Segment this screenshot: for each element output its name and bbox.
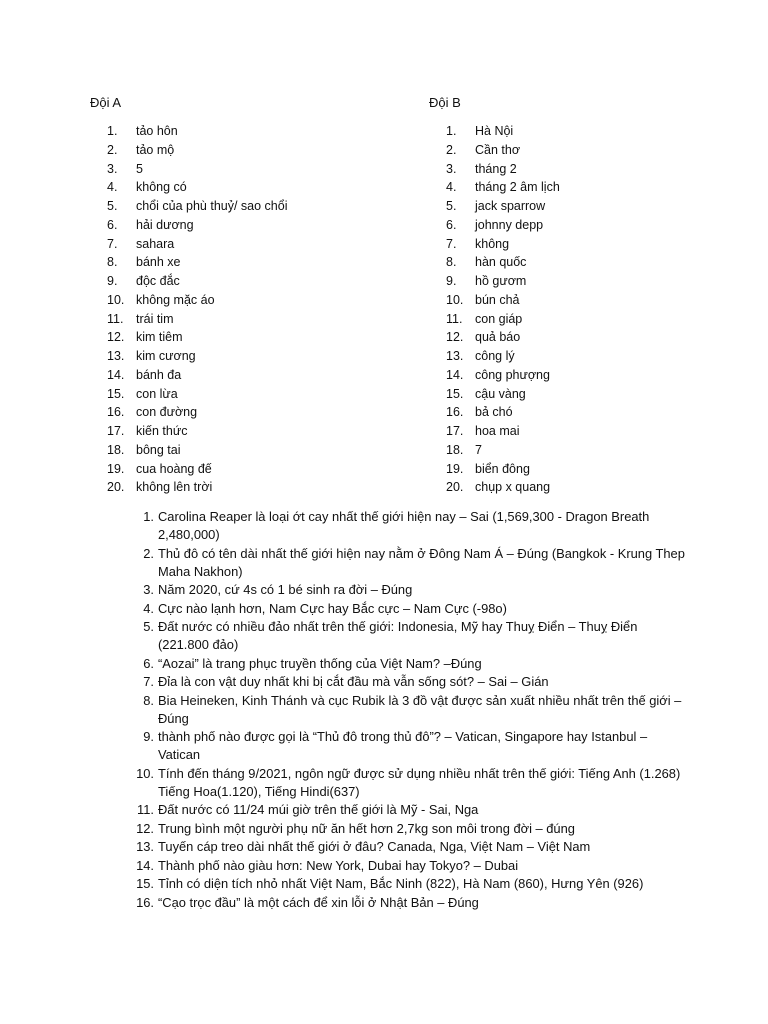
list-item: 10. bún chả bbox=[446, 292, 520, 307]
trivia-question-list bbox=[130, 508, 690, 912]
list-item: 18. 7 bbox=[446, 442, 482, 457]
list-item: 14. công phượng bbox=[446, 367, 550, 382]
list-item: 14. bánh đa bbox=[107, 367, 182, 382]
question-item: 7. Đỉa là con vật duy nhất khi bị cắt đầu mà vẫn sống sót? – Sai – Gián bbox=[143, 674, 549, 689]
question-item: 16. “Cạo trọc đầu” là một cách để xin lỗi ở Nhật Bản – Đúng bbox=[136, 894, 479, 910]
list-item: 1. Hà Nội bbox=[446, 124, 514, 138]
list-item: 16. bả chó bbox=[446, 405, 513, 420]
list-item: 16. con đường bbox=[107, 405, 198, 420]
list-item: 5. chổi của phù thuỷ/ sao chổi bbox=[107, 199, 288, 213]
question-item: 14. Thành phố nào giàu hơn: New York, Dubai hay Tokyo? – Dubai bbox=[136, 857, 519, 873]
list-item: 11. trái tim bbox=[107, 311, 174, 326]
question-item: 10. Tính đến tháng 9/2021, ngôn ngữ được sử dụng nhiều nhất trên thế giới: Tiếng Anh (1.268) Tiếng Hoa(1.120), Tiếng Hindi(637) bbox=[136, 765, 681, 799]
list-item: 4. không có bbox=[107, 180, 187, 195]
list-item: 4. tháng 2 âm lịch bbox=[446, 180, 560, 195]
list-item: 15. con lừa bbox=[107, 386, 178, 401]
list-item: 13. công lý bbox=[446, 349, 515, 363]
list-item: 11. con giáp bbox=[446, 311, 523, 326]
list-item: 18. bông tai bbox=[107, 442, 181, 457]
list-item: 3. 5 bbox=[107, 161, 143, 176]
list-item: 2. Cần thơ bbox=[446, 142, 521, 157]
question-item: 11. Đất nước có 11/24 múi giờ trên thế giới là Mỹ - Sai, Nga bbox=[137, 802, 479, 817]
team-b-heading: Đội B bbox=[429, 95, 461, 110]
list-item: 20. không lên trời bbox=[107, 480, 213, 495]
question-item: 3. Năm 2020, cứ 4s có 1 bé sinh ra đời – Đúng bbox=[143, 582, 413, 597]
question-item: 15. Tỉnh có diện tích nhỏ nhất Việt Nam, Bắc Ninh (822), Hà Nam (860), Hưng Yên (926) bbox=[136, 876, 644, 891]
question-item: 12. Trung bình một người phụ nữ ăn hết hơn 2,7kg son môi trong đời – đúng bbox=[136, 820, 575, 836]
list-item: 9. độc đắc bbox=[107, 274, 180, 288]
question-item: 9. thành phố nào được gọi là “Thủ đô trong thủ đô”? – Vatican, Singapore hay Istanbul – Vatican bbox=[143, 729, 648, 762]
list-item: 13. kim cương bbox=[107, 349, 196, 363]
list-item: 6. johnny depp bbox=[446, 217, 544, 232]
list-item: 10. không mặc áo bbox=[107, 292, 215, 307]
question-item: 4. Cực nào lạnh hơn, Nam Cực hay Bắc cực – Nam Cực (-98o) bbox=[143, 600, 507, 616]
list-item: 8. hàn quốc bbox=[446, 255, 527, 270]
list-item: 12. kim tiêm bbox=[107, 330, 183, 345]
question-item: 13. Tuyến cáp treo dài nhất thế giới ở đâu? Canada, Nga, Việt Nam – Việt Nam bbox=[136, 839, 591, 854]
list-item: 19. cua hoàng đế bbox=[107, 461, 212, 476]
question-item: 8. Bia Heineken, Kinh Thánh và cục Rubik là 3 đồ vật được sản xuất nhiều nhất trên thế giới – Đúng bbox=[143, 692, 682, 726]
question-item: 5. Đất nước có nhiều đảo nhất trên thế giới: Indonesia, Mỹ hay Thuỵ Điển – Thuỵ Điển (221.800 đảo) bbox=[143, 619, 638, 652]
list-item: 17. kiến thức bbox=[107, 424, 188, 438]
team-b-answer-list bbox=[446, 122, 746, 497]
question-item: 1. Carolina Reaper là loại ớt cay nhất thế giới hiện nay – Sai (1,569,300 - Dragon Breath 2,480,000) bbox=[143, 509, 650, 542]
team-a-answer-list bbox=[107, 122, 407, 497]
list-item: 7. sahara bbox=[107, 236, 175, 251]
list-item: 5. jack sparrow bbox=[446, 199, 546, 213]
team-a-heading: Đội A bbox=[90, 95, 122, 110]
list-item: 8. bánh xe bbox=[107, 255, 181, 270]
list-item: 17. hoa mai bbox=[446, 424, 520, 438]
list-item: 20. chụp x quang bbox=[446, 480, 551, 495]
list-item: 12. quả báo bbox=[446, 330, 521, 345]
list-item: 6. hải dương bbox=[107, 217, 194, 232]
list-item: 7. không bbox=[446, 236, 510, 251]
question-item: 6. “Aozai” là trang phục truyền thống của Việt Nam? –Đúng bbox=[143, 655, 482, 671]
list-item: 2. tảo mộ bbox=[107, 142, 175, 157]
list-item: 1. tảo hôn bbox=[107, 124, 178, 138]
list-item: 19. biển đông bbox=[446, 461, 530, 476]
list-item: 15. cậu vàng bbox=[446, 386, 526, 401]
question-item: 2. Thủ đô có tên dài nhất thế giới hiện nay nằm ở Đông Nam Á – Đúng (Bangkok - Krung Thep Maha Nakhon) bbox=[143, 545, 685, 579]
list-item: 3. tháng 2 bbox=[446, 161, 517, 176]
list-item: 9. hồ gươm bbox=[446, 274, 527, 288]
